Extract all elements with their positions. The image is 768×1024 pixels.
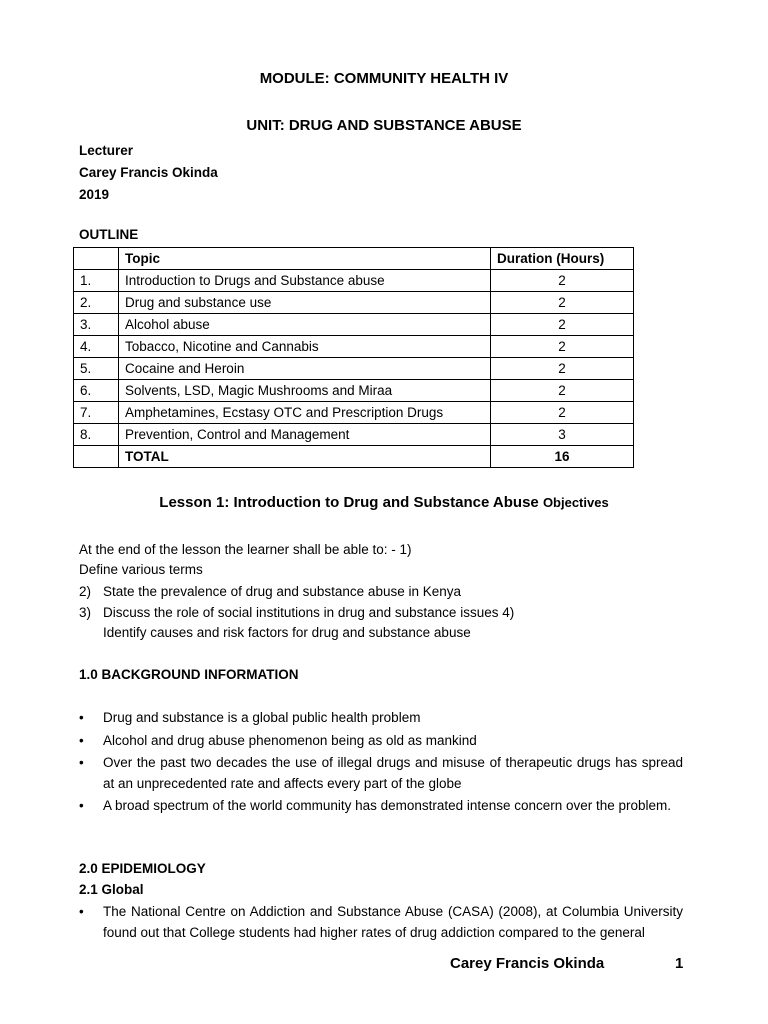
objective-number: 3)	[79, 605, 92, 620]
total-number-cell	[74, 446, 119, 468]
outline-heading: OUTLINE	[79, 227, 139, 242]
list-item	[79, 902, 683, 943]
lesson-intro	[79, 540, 689, 580]
table-row	[74, 424, 634, 446]
objective-number: 2)	[79, 584, 92, 599]
module-title: MODULE: COMMUNITY HEALTH IV	[259, 70, 509, 87]
row-topic: Drug and substance use	[119, 292, 491, 314]
table-row	[74, 402, 634, 424]
lecturer-name: Carey Francis Okinda	[79, 165, 218, 180]
lesson-heading	[0, 494, 768, 511]
table-row	[74, 380, 634, 402]
row-topic: Introduction to Drugs and Substance abuse	[119, 270, 491, 292]
bullet-icon: •	[79, 798, 84, 813]
epidemiology-heading: 2.0 EPIDEMIOLOGY	[79, 861, 206, 876]
row-duration: 3	[491, 424, 634, 446]
list-item	[79, 753, 683, 794]
row-duration: 2	[491, 292, 634, 314]
bullet-icon: •	[79, 755, 84, 770]
unit-title: UNIT: DRUG AND SUBSTANCE ABUSE	[246, 117, 522, 134]
intro-line: Define various terms	[79, 562, 203, 577]
table-row	[74, 336, 634, 358]
bullet-icon: •	[79, 732, 84, 748]
table-row	[74, 270, 634, 292]
row-duration: 2	[491, 402, 634, 424]
table-row	[74, 314, 634, 336]
row-topic: Tobacco, Nicotine and Cannabis	[119, 336, 491, 358]
list-item	[79, 796, 683, 817]
objective-item	[79, 603, 689, 643]
row-number: 3.	[74, 314, 119, 336]
background-bullet-list	[79, 708, 683, 819]
row-duration: 2	[491, 270, 634, 292]
objective-text: State the prevalence of drug and substance abuse in Kenya	[103, 584, 462, 599]
row-topic: Cocaine and Heroin	[119, 358, 491, 380]
row-duration: 2	[491, 380, 634, 402]
row-number: 2.	[74, 292, 119, 314]
row-topic: Alcohol abuse	[119, 314, 491, 336]
table-header-number	[74, 248, 119, 270]
objective-text: Discuss the role of social institutions in drug and substance issues 4)	[103, 605, 515, 620]
list-item	[79, 708, 683, 729]
row-topic: Solvents, LSD, Magic Mushrooms and Miraa	[119, 380, 491, 402]
intro-line: At the end of the lesson the learner shall be able to: - 1)	[79, 542, 412, 557]
row-number: 1.	[74, 270, 119, 292]
row-duration: 2	[491, 336, 634, 358]
epidemiology-bullet-list	[79, 902, 683, 945]
bullet-text: Over the past two decades the use of illegal drugs and misuse of therapeutic drugs has spread at an unprecedented rate and affects every part of the globe	[103, 755, 683, 791]
row-duration: 2	[491, 314, 634, 336]
lecturer-label: Lecturer	[79, 143, 134, 158]
global-subheading: 2.1 Global	[79, 882, 144, 897]
table-row	[74, 358, 634, 380]
bullet-text: Drug and substance is a global public health problem	[103, 710, 421, 725]
lesson-title: Lesson 1: Introduction to Drug and Substance Abuse	[159, 494, 539, 511]
row-duration: 2	[491, 358, 634, 380]
table-header-topic: Topic	[119, 248, 491, 270]
outline-table	[73, 247, 634, 468]
lecturer-year: 2019	[79, 187, 110, 202]
row-topic: Amphetamines, Ecstasy OTC and Prescription Drugs	[119, 402, 491, 424]
row-number: 7.	[74, 402, 119, 424]
row-topic: Prevention, Control and Management	[119, 424, 491, 446]
bullet-text: A broad spectrum of the world community has demonstrated intense concern over the problem.	[103, 798, 672, 813]
background-heading: 1.0 BACKGROUND INFORMATION	[79, 667, 299, 682]
bullet-icon: •	[79, 710, 84, 725]
table-total-row	[74, 446, 634, 468]
table-header-duration: Duration (Hours)	[491, 248, 634, 270]
footer-author: Carey Francis Okinda	[450, 955, 605, 972]
footer-page-number: 1	[675, 955, 684, 972]
objective-item	[79, 582, 689, 602]
bullet-text: The National Centre on Addiction and Substance Abuse (CASA) (2008), at Columbia University found out that College students had higher rates of drug addiction compared to the general	[103, 904, 683, 940]
table-row	[74, 292, 634, 314]
objective-text-continued: Identify causes and risk factors for drug and substance abuse	[103, 625, 471, 640]
objectives-label: Objectives	[542, 495, 609, 510]
row-number: 8.	[74, 424, 119, 446]
row-number: 5.	[74, 358, 119, 380]
list-item	[79, 731, 683, 752]
bullet-text: Alcohol and drug abuse phenomenon being as old as mankind	[103, 732, 477, 748]
bullet-icon: •	[79, 904, 84, 919]
table-header-row	[74, 248, 634, 270]
total-label: TOTAL	[119, 446, 491, 468]
row-number: 6.	[74, 380, 119, 402]
row-number: 4.	[74, 336, 119, 358]
lecturer-block	[79, 140, 218, 206]
total-value: 16	[491, 446, 634, 468]
